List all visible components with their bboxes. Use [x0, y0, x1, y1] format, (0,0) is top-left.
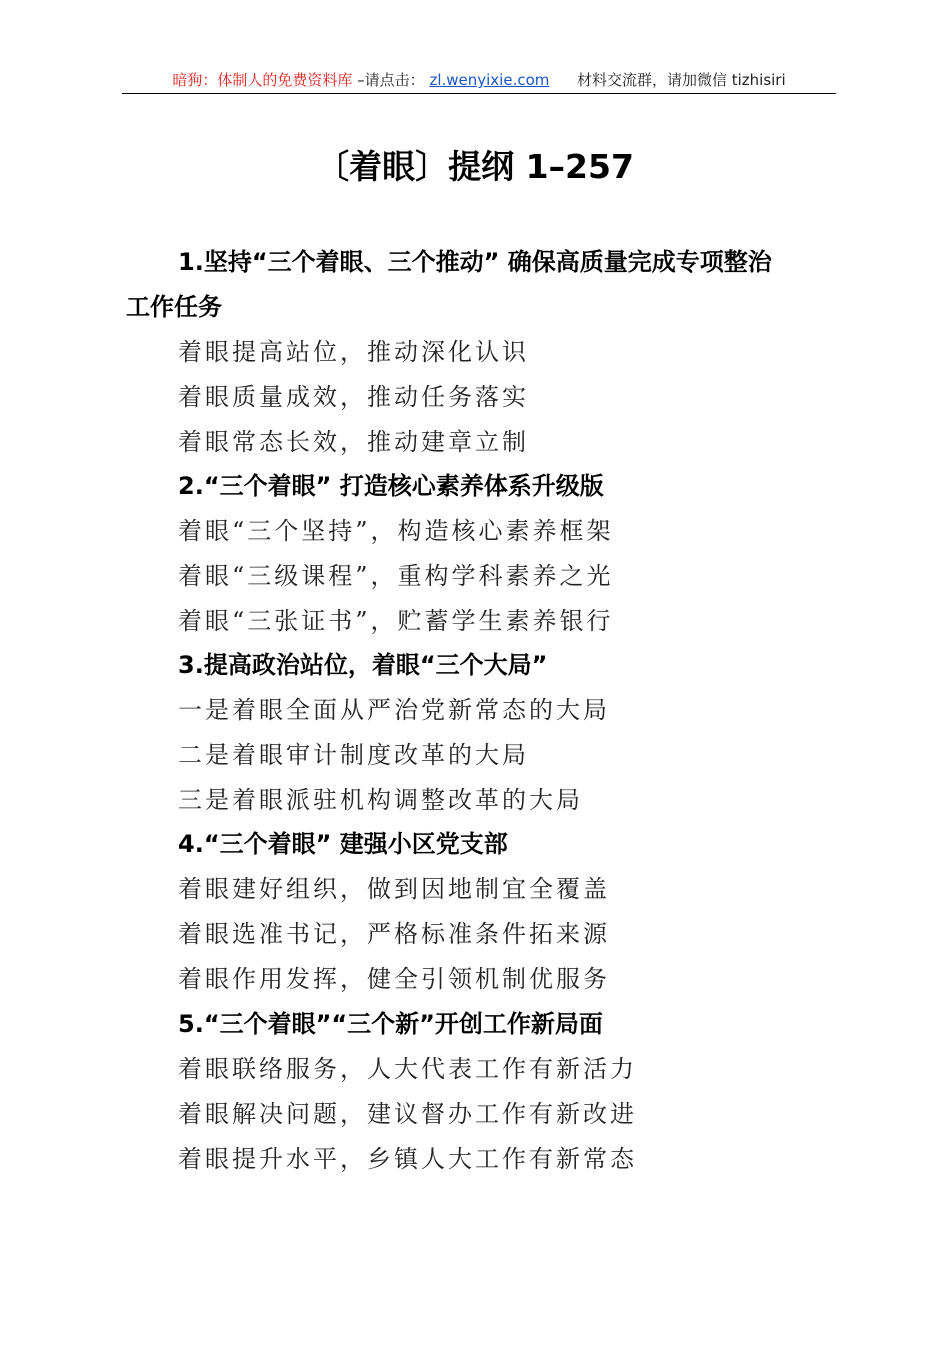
section-2-heading: 2.“三个着眼” 打造核心素养体系升级版 — [178, 472, 604, 500]
header-contact: 材料交流群，请加微信 tizhisiri — [576, 71, 786, 89]
section-4-heading: 4.“三个着眼” 建强小区党支部 — [178, 830, 508, 858]
header-link[interactable]: zl.wenyixie.com — [429, 71, 550, 89]
list-item: 着眼提升水平，乡镇人大工作有新常态 — [178, 1145, 637, 1173]
list-item: 着眼联络服务，人大代表工作有新活力 — [178, 1055, 637, 1083]
list-item: 着眼“三张证书”，贮蓄学生素养银行 — [178, 607, 614, 635]
document-title: 〔着眼〕提纲 1–257 — [316, 147, 634, 186]
header-brand: 暗狗：体制人的免费资料库 — [172, 71, 353, 89]
header-divider — [122, 93, 836, 94]
list-item: 着眼选准书记，严格标准条件拓来源 — [178, 920, 610, 948]
list-item: 着眼作用发挥，健全引领机制优服务 — [178, 965, 610, 993]
list-item: 二是着眼审计制度改革的大局 — [178, 741, 529, 769]
list-item: 着眼提高站位，推动深化认识 — [178, 338, 529, 366]
list-item: 着眼解决问题，建议督办工作有新改进 — [178, 1100, 637, 1128]
list-item: 三是着眼派驻机构调整改革的大局 — [178, 786, 583, 814]
list-item: 着眼常态长效，推动建章立制 — [178, 428, 529, 456]
page-header — [122, 68, 836, 92]
section-1-heading: 1.坚持“三个着眼、三个推动” 确保高质量完成专项整治 — [178, 248, 772, 276]
section-5-heading: 5.“三个着眼”“三个新”开创工作新局面 — [178, 1010, 603, 1038]
list-item: 一是着眼全面从严治党新常态的大局 — [178, 696, 610, 724]
list-item: 着眼“三个坚持”，构造核心素养框架 — [178, 517, 614, 545]
section-1-heading-cont: 工作任务 — [126, 293, 222, 321]
section-3-heading: 3.提高政治站位，着眼“三个大局” — [178, 651, 548, 679]
list-item: 着眼“三级课程”，重构学科素养之光 — [178, 562, 614, 590]
list-item: 着眼建好组织，做到因地制宜全覆盖 — [178, 875, 610, 903]
header-prompt: –请点击： — [357, 71, 425, 89]
list-item: 着眼质量成效，推动任务落实 — [178, 383, 529, 411]
